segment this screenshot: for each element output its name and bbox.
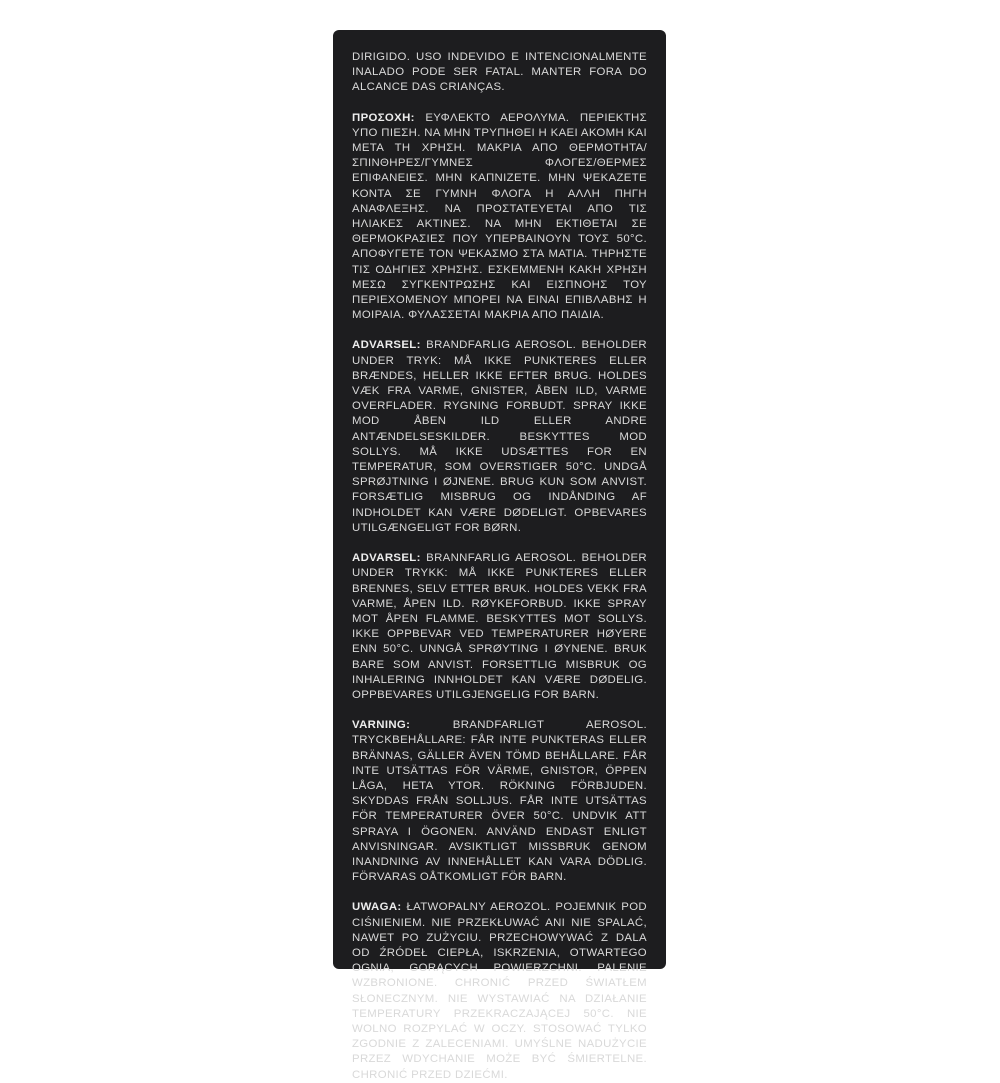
warning-block-polish [352, 900, 647, 1082]
warning-text: BRANDFARLIGT AEROSOL. TRYCKBEHÅLLARE: FÅR INTE PUNKTERAS ELLER BRÄNNAS, GÄLLER ÄVEN TÖMD BEHÅLLARE. FÅR INTE UTSÄTTAS FÖR VÄRME, GNISTOR, ÖPPEN LÅGA, HETA YTOR. RÖKNING FÖRBJUDEN. SKYDDAS FRÅN SOLLJUS. FÅR INTE UTSÄTTAS FÖR TEMPERATURER ÖVER 50°C. UNDVIK ATT SPRAYA I ÖGONEN. ANVÄND ENDAST ENLIGT ANVISNINGAR. AVSIKTLIGT MISSBRUK GENOM INANDNING AV INNEHÅLLET KAN VARA DÖDLIG. FÖRVARAS OÅTKOMLIGT FÖR BARN. [352, 719, 647, 884]
warning-heading: UWAGA: [352, 901, 402, 914]
warning-block-norwegian [352, 551, 647, 703]
warning-text: ΕΥΦΛΕΚΤΟ ΑΕΡΟΛΥΜΑ. ΠΕΡΙΕΚΤΗΣ ΥΠΟ ΠΙΕΣΗ. ΝΑ ΜΗΝ ΤΡΥΠΗΘΕΙ Η ΚΑΕΙ ΑΚΟΜΗ ΚΑΙ ΜΕΤΑ ΤΗ ΧΡΗΣΗ. ΜΑΚΡΙΑ ΑΠΟ ΘΕΡΜΟΤΗΤΑ/ΣΠΙΝΘΗΡΕΣ/ΓΥΜΝΕΣ ΦΛΟΓΕΣ/ΘΕΡΜΕΣ ΕΠΙΦΑΝΕΙΕΣ. ΜΗΝ ΚΑΠΝΙΖΕΤΕ. ΜΗΝ ΨΕΚΑΖΕΤΕ ΚΟΝΤΑ ΣΕ ΓΥΜΝΗ ΦΛΟΓΑ Η ΑΛΛΗ ΠΗΓΗ ΑΝΑΦΛΕΞΗΣ. ΝΑ ΠΡΟΣΤΑΤΕΥΕΤΑΙ ΑΠΟ ΤΙΣ ΗΛΙΑΚΕΣ ΑΚΤΙΝΕΣ. ΝΑ ΜΗΝ ΕΚΤΙΘΕΤΑΙ ΣΕ ΘΕΡΜΟΚΡΑΣΙΕΣ ΠΟΥ ΥΠΕΡΒΑΙΝΟΥΝ ΤΟΥΣ 50°C. ΑΠΟΦΥΓΕΤΕ ΤΟΝ ΨΕΚΑΣΜΟ ΣΤΑ ΜΑΤΙΑ. ΤΗΡΗΣΤΕ ΤΙΣ ΟΔΗΓΙΕΣ ΧΡΗΣΗΣ. ΕΣΚΕΜΜΕΝΗ ΚΑΚΗ ΧΡΗΣΗ ΜΕΣΩ ΣΥΓΚΕΝΤΡΩΣΗΣ ΚΑΙ ΕΙΣΠΝΟΗΣ ΤΟΥ ΠΕΡΙΕΧΟΜΕΝΟΥ ΜΠΟΡΕΙ ΝΑ ΕΙΝΑΙ ΕΠΙΒΛΑΒΗΣ Η ΜΟΙΡΑΙΑ. ΦΥΛΑΣΣΕΤΑΙ ΜΑΚΡΙΑ ΑΠΟ ΠΑΙΔΙΑ. [352, 111, 648, 322]
warning-block-greek [352, 111, 647, 324]
warning-text: ŁATWOPALNY AEROZOL. POJEMNIK POD CIŚNIENIEM. NIE PRZEKŁUWAĆ ANI NIE SPALAĆ, NAWET PO ZUŻYCIU. PRZECHOWYWAĆ Z DALA OD ŹRÓDEŁ CIEPŁA, ISKRZENIA, OTWARTEGO OGNIA, GORĄCYCH POWIERZCHNI. PALENIE WZBRONIONE. CHRONIĆ PRZED ŚWIATŁEM SŁONECZNYM. NIE WYSTAWIAĆ NA DZIAŁANIE TEMPERATURY PRZEKRACZAJĄCEJ 50°C. NIE WOLNO ROZPYLAĆ W OCZY. STOSOWAĆ TYLKO ZGODNIE Z ZALECENIAMI. UMYŚLNE NADUŻYCIE PRZEZ WDYCHANIE MOŻE BYĆ ŚMIERTELNE. CHRONIĆ PRZED DZIEĆMI. [352, 901, 648, 1081]
warning-block-portuguese [352, 50, 647, 96]
warning-heading: ADVARSEL: [352, 552, 421, 565]
warning-label-panel [333, 30, 666, 1081]
warning-block-danish [352, 338, 647, 536]
warning-heading: ADVARSEL: [352, 339, 421, 352]
warning-text: BRANNFARLIG AEROSOL. BEHOLDER UNDER TRYKK: MÅ IKKE PUNKTERES ELLER BRENNES, SELV ETTER BRUK. HOLDES VEKK FRA VARME, ÅPEN ILD. RØYKEFORBUD. IKKE SPRAY MOT ÅPEN FLAMME. BESKYTTES MOT SOLLYS. IKKE OPPBEVAR VED TEMPERATURER HØYERE ENN 50°C. UNNGÅ SPRØYTING I ØYNENE. BRUK BARE SOM ANVIST. FORSETTLIG MISBRUK OG INHALERING INNHOLDET KAN VÆRE DØDELIG. OPPBEVARES UTILGJENGELIG FOR BARN. [352, 552, 647, 701]
warning-block-swedish [352, 718, 647, 885]
warning-heading: VARNING: [352, 719, 411, 732]
warning-heading: ΠΡΟΣΟΧΗ: [352, 111, 415, 124]
warning-text: BRANDFARLIG AEROSOL. BEHOLDER UNDER TRYK: MÅ IKKE PUNKTERES ELLER BRÆNDES, HELLER IKKE EFTER BRUG. HOLDES VÆK FRA VARME, GNISTER, ÅBEN ILD, VARME OVERFLADER. RYGNING FORBUDT. SPRAY IKKE MOD ÅBEN ILD ELLER ANDRE ANTÆNDELSESKILDER. BESKYTTES MOD SOLLYS. MÅ IKKE UDSÆTTES FOR EN TEMPERATUR, SOM OVERSTIGER 50°C. UNDGÅ SPRØJTNING I ØJNENE. BRUG KUN SOM ANVIST. FORSÆTLIG MISBRUG OG INDÅNDING AF INDHOLDET KAN VÆRE DØDELIGT. OPBEVARES UTILGÆNGELIGT FOR BØRN. [352, 339, 647, 534]
warning-text: DIRIGIDO. USO INDEVIDO E INTENCIONALMENTE INALADO PODE SER FATAL. MANTER FORA DO ALCANCE DAS CRIANÇAS. [352, 51, 647, 94]
